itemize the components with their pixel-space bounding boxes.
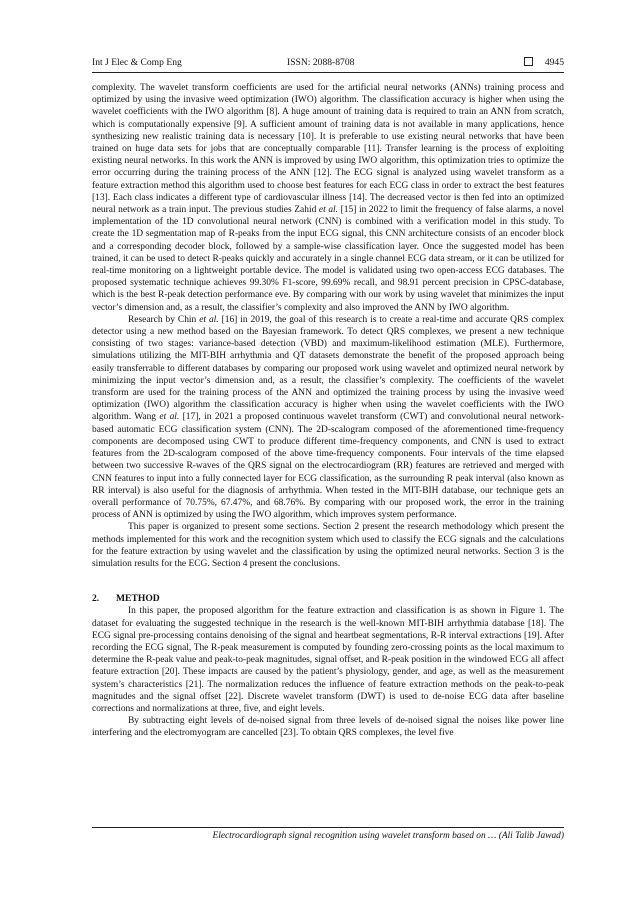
body-text [92,82,564,740]
paragraph-1: complexity. The wavelet transform coefficients are used for the artificial neural networks (ANNs) training process and optimized by using the invasive weed optimization (IWO) algorithm. The classification accuracy is higher when using the wavelet coefficients with the IWO algorithm [8]. A huge amount of training data is required to train an ANN from scratch, which is computationally expensive [9]. A sufficient amount of training data is not available in many applications, hence synthesizing new realistic training data is necessary [10]. It is preferable to use existing neural networks that have been trained on huge data sets for jobs that are conceptually comparable [11]. Transfer learning is the process of exploiting existing neural networks. In this work the ANN is improved by using IWO algorithm, this optimization tries to optimize the error occurring during the training process of the ANN [12]. The ECG signal is analyzed using wavelet transform as a feature extraction method this algorithm used to choose best features for each ECG class in order to extract the best features [13]. Each class indicates a different type of cardiovascular illness [14]. The decreased vector is then fed into an optimized neural network as a train input. The previous studies Zahid et al. [15] in 2022 to limit the frequency of false alarms, a novel implementation of the 1D convolutional neural network (CNN) is combined with a verification model in this study. To create the 1D segmentation map of R-peaks from the input ECG signal, this CNN architecture consists of an encoder block and a corresponding decoder block, followed by a sample-wise classification layer. Once the suggested model has been trained, it can be used to detect R-peaks quickly and accurately in a single channel ECG data stream, or it can be utilized for real-time monitoring on a lightweight portable device. The model is validated using two open-access ECG databases. The proposed systematic technique achieves 99.30% F1-score, 99.69% recall, and 98.91 percent precision in CPSC-database, which is the best R-peak detection performance eve. By comparing with our work by using wavelet that minimizes the input vector’s dimension and, as a result, the classifier’s complexity and also improved the ANN by IWO algorithm. [92,83,565,313]
section-number: 2. [92,593,100,605]
running-footer: Electrocardiograph signal recognition using wavelet transform based on … (Ali Talib Jawad) [92,827,564,841]
journal-name: Int J Elec & Comp Eng [92,57,182,68]
page-number-group [524,57,564,68]
issn: ISSN: 2088-8708 [287,57,355,68]
running-header [92,56,564,73]
method-paragraph-2: By subtracting eight levels of de-noised signal from three levels of de-noised signal the noises like power line interfering and the electromyogram are cancelled [23]. To obtain QRS complexes, the level five [92,716,564,739]
section-title: METHOD [116,593,160,605]
paragraph-3: This paper is organized to present some sections. Section 2 present the research methodology which present the methods implemented for this work and the recognition system which used to classify the ECG signals and the calculations for the feature extraction by using wavelet and the classification by using the optimized neural networks. Section 3 is the simulation results for the ECG. Section 4 present the conclusions. [92,522,564,569]
checkbox-square-icon [524,57,533,66]
page-number: 4945 [544,57,564,68]
method-paragraph-1: In this paper, the proposed algorithm for the feature extraction and classification is as shown in Figure 1. The dataset for evaluating the suggested technique in the research is the well-known MIT-BIH arrhythmia database [18]. The ECG signal pre-processing contains denoising of the signal and heartbeat segmentations, R-R interval extractions [19]. After recording the ECG signal, The R-peak measurement is computed by founding zero-crossing points as the local maximum to determine the R-peak value and peak-to-peak magnitudes, signal offset, and R-peak position in the windowed ECG all affect feature extraction [20]. These impacts are caused by the patient’s physiology, gender, and age, as well as the measurement system’s characteristics [21]. The normalization reduces the influence of feature extraction methods on the peak-to-peak magnitudes and the signal offset [22]. Discrete wavelet transform (DWT) is used to de-noise ECG data after baseline corrections and normalizations at three, five, and eight levels. [92,606,564,714]
section-heading [92,593,564,605]
paragraph-2: Research by Chin et al. [16] in 2019, the goal of this research is to create a real-time and accurate QRS complex detector using a new method based on the Bayesian framework. To detect QRS complexes, we present a new technique consisting of two stages: variance-based detection (VBD) and maximum-likelihood estimation (MLE). Furthermore, simulations utilizing the MIT-BIH arrhythmia and QT datasets demonstrate the benefit of the proposed approach being easily transferrable to different databases by comparing our proposed work using wavelet and optimized neural network by minimizing the input vector’s dimension and, as a result, the classifier’s complexity. The coefficients of the wavelet transform are used for the training process of the ANN and optimized the training process by using the invasive weed optimization (IWO) algorithm the classification accuracy is higher when using the wavelet coefficients with the IWO algorithm. Wang et al. [17], in 2021 a proposed continuous wavelet transform (CWT) and convolutional neural network-based automatic ECG classification system (CNN). The 2D-scalogram composed of the aforementioned time-frequency components are decomposed using CWT to produce different time-frequency components, and CNN is used to extract features from the 2D-scalogram composed of the above time-frequency components. Four intervals of the time elapsed between two successive R-waves of the QRS signal on the electrocardiogram (RR) features are retrieved and merged with CNN features to input into a fully connected layer for ECG classification, as the surrounding R peak interval (also known as RR interval) is also useful for the diagnosis of arrhythmia. When tested in the MIT-BIH database, our technique gets an overall performance of 70.75%, 67.47%, and 68.76%. By comparing with our proposed work, the error in the training process of ANN is optimized by using the IWO algorithm, which improves system performance. [92,314,565,521]
